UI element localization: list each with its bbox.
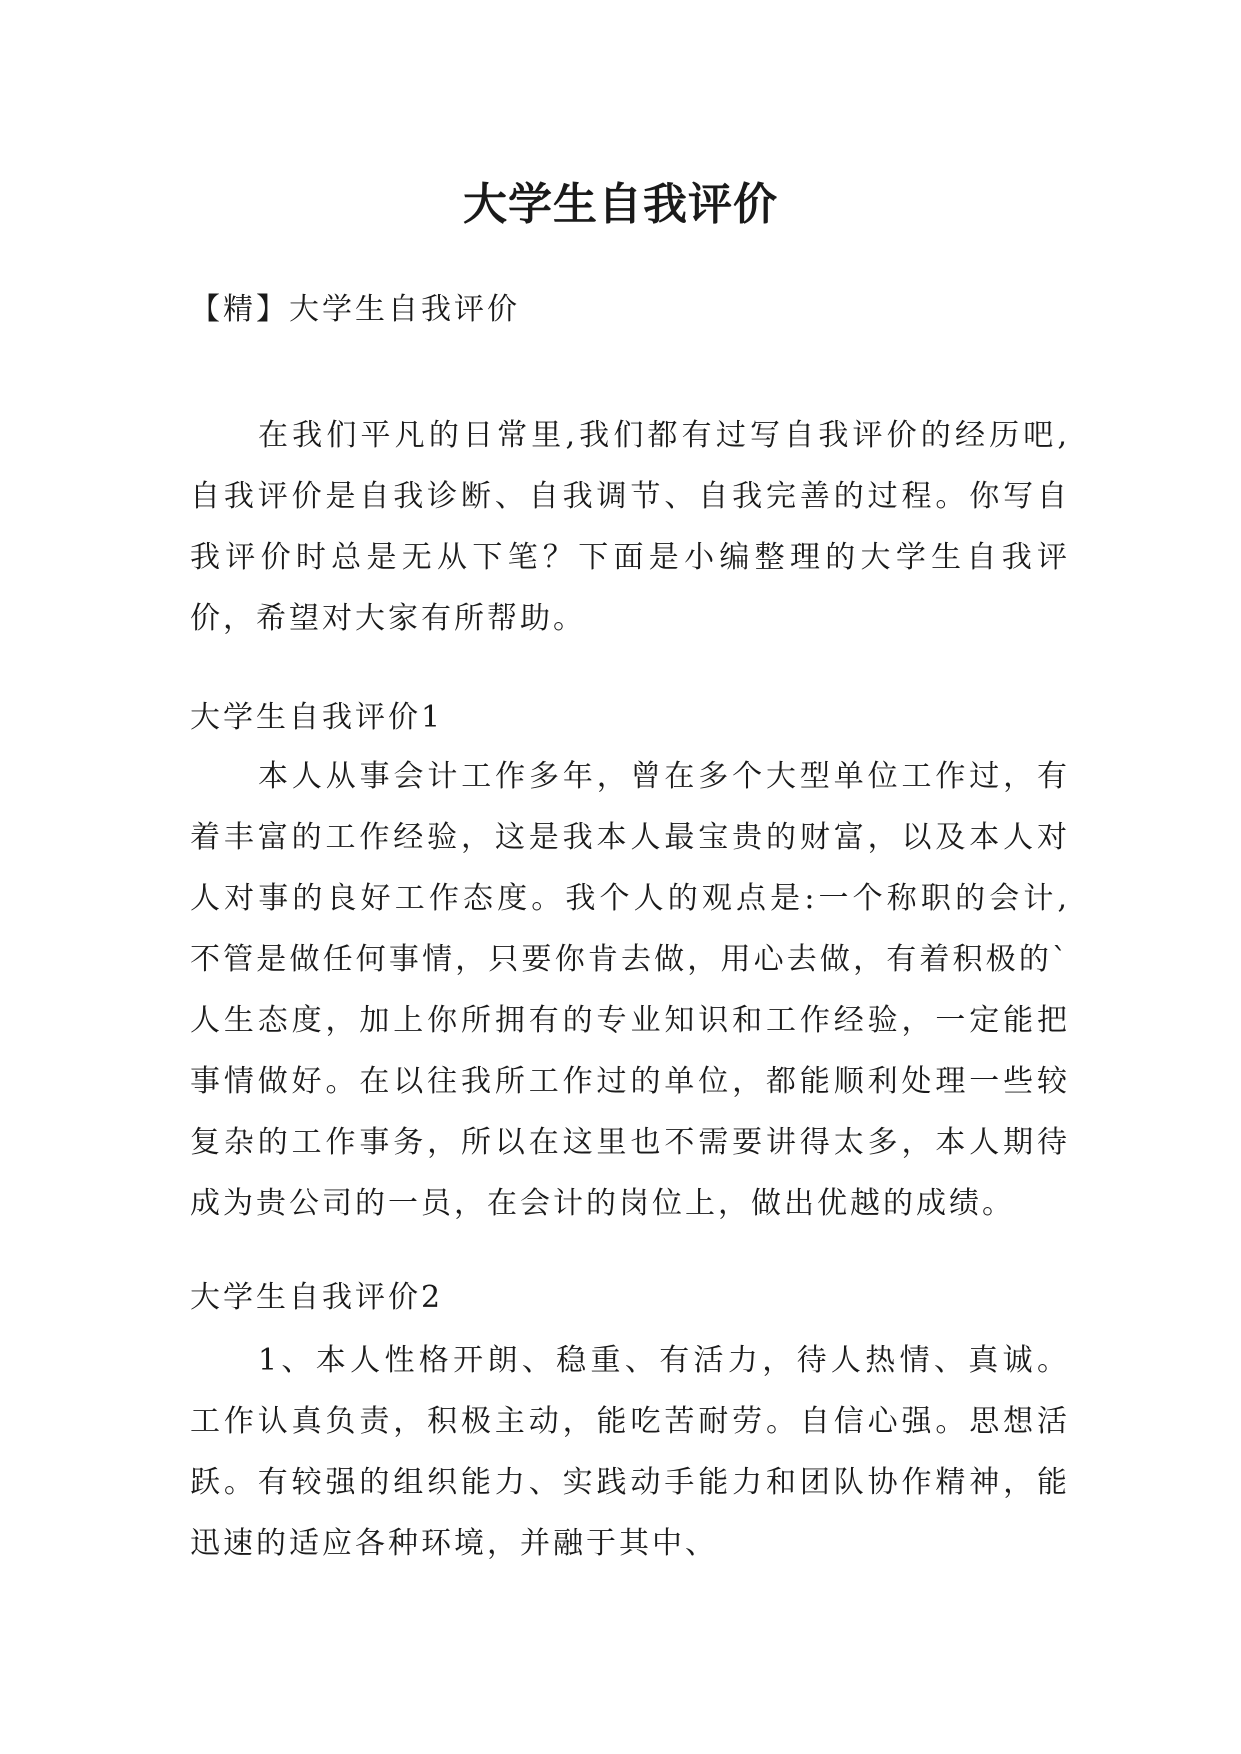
document-title: 大学生自我评价 (463, 179, 778, 231)
section-heading-1: 大学生自我评价1 (190, 700, 444, 735)
section-body-2: 1、本人性格开朗、稳重、有活力，待人热情、真诚。工作认真负责，积极主动，能吃苦耐劳。自信心强。思想活跃。有较强的组织能力、实践动手能力和团队协作精神，能迅速的适应各种环境，并融于其中、 (190, 1343, 1070, 1561)
intro-paragraph: 在我们平凡的日常里,我们都有过写自我评价的经历吧,自我评价是自我诊断、自我调节、自我完善的过程。你写自我评价时总是无从下笔？下面是小编整理的大学生自我评价，希望对大家有所帮助。 (190, 418, 1070, 636)
section-body-1: 本人从事会计工作多年，曾在多个大型单位工作过，有着丰富的工作经验，这是我本人最宝贵的财富，以及本人对人对事的良好工作态度。我个人的观点是:一个称职的会计,不管是做任何事情，只要你肯去做，用心去做，有着积极的`人生态度，加上你所拥有的专业知识和工作经验，一定能把事情做好。在以往我所工作过的单位，都能顺利处理一些较复杂的工作事务，所以在这里也不需要讲得太多，本人期待成为贵公司的一员，在会计的岗位上，做出优越的成绩。 (190, 759, 1070, 1221)
section-heading-2: 大学生自我评价2 (190, 1280, 444, 1315)
document-subtitle: 【精】大学生自我评价 (190, 292, 520, 327)
